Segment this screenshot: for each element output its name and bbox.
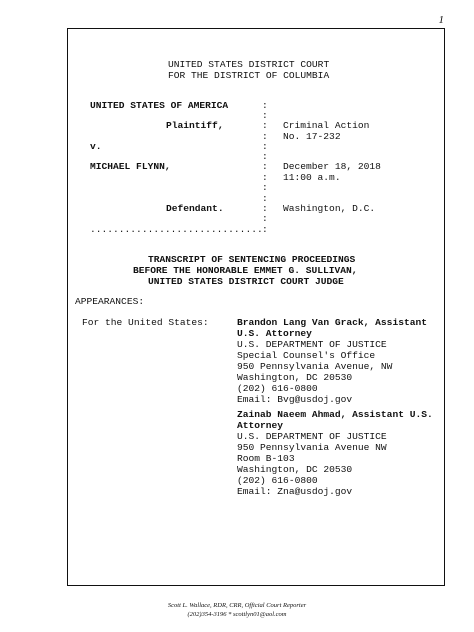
case-number: No. 17-232 <box>283 131 341 142</box>
attorney1-name: Brandon Lang Van Grack, Assistant <box>237 317 427 328</box>
appearance-party-label: For the United States: <box>82 317 209 328</box>
attorney2-email: Email: Zna@usdoj.gov <box>237 486 353 497</box>
caption-colon: : <box>262 172 268 183</box>
court-district: FOR THE DISTRICT OF COLUMBIA <box>168 70 330 81</box>
page-number: 1 <box>438 14 444 26</box>
caption-colon: : <box>262 110 268 121</box>
caption-colon: : <box>262 151 268 162</box>
page-frame <box>67 28 445 586</box>
attorney2-line: U.S. DEPARTMENT OF JUSTICE <box>237 431 387 442</box>
caption-colon: : <box>262 203 268 214</box>
caption-dots: .............................. <box>90 224 263 235</box>
caption-colon: : <box>262 213 268 224</box>
caption-colon: : <box>262 120 268 131</box>
transcript-title: TRANSCRIPT OF SENTENCING PROCEEDINGS <box>148 254 356 265</box>
attorney2-title: Attorney <box>237 420 284 431</box>
versus: v. <box>90 141 102 152</box>
attorney1-title: U.S. Attorney <box>237 328 312 339</box>
attorney1-line: (202) 616-0800 <box>237 383 318 394</box>
hearing-date: December 18, 2018 <box>283 161 381 172</box>
caption-colon: : <box>262 100 268 111</box>
caption-colon: : <box>262 131 268 142</box>
caption-colon: : <box>262 193 268 204</box>
defendant-label: Defendant. <box>166 203 224 214</box>
attorney1-line: Special Counsel's Office <box>237 350 376 361</box>
caption-colon: : <box>262 161 268 172</box>
hearing-location: Washington, D.C. <box>283 203 376 214</box>
attorney2-line: Room B-103 <box>237 453 295 464</box>
court-name: UNITED STATES DISTRICT COURT <box>168 59 330 70</box>
caption-colon: : <box>262 141 268 152</box>
defendant-name: MICHAEL FLYNN, <box>90 161 171 172</box>
transcript-judge: BEFORE THE HONORABLE EMMET G. SULLIVAN, <box>133 265 358 276</box>
attorney1-line: 950 Pennsylvania Avenue, NW <box>237 361 393 372</box>
plaintiff-name: UNITED STATES OF AMERICA <box>90 100 229 111</box>
transcript-court: UNITED STATES DISTRICT COURT JUDGE <box>148 276 344 287</box>
plaintiff-label: Plaintiff, <box>166 120 224 131</box>
attorney1-line: U.S. DEPARTMENT OF JUSTICE <box>237 339 387 350</box>
caption-colon: : <box>262 182 268 193</box>
hearing-time: 11:00 a.m. <box>283 172 341 183</box>
caption-colon-final: : <box>262 224 268 235</box>
criminal-action: Criminal Action <box>283 120 370 131</box>
attorney1-line: Washington, DC 20530 <box>237 372 353 383</box>
appearances-heading: APPEARANCES: <box>75 296 145 307</box>
attorney2-line: 950 Pennsylvania Avenue NW <box>237 442 387 453</box>
footer-reporter: Scott L. Wallace, RDR, CRR, Official Court Reporter <box>167 602 307 609</box>
attorney2-line: Washington, DC 20530 <box>237 464 353 475</box>
attorney1-email: Email: Bvg@usdoj.gov <box>237 394 353 405</box>
attorney2-name: Zainab Naeem Ahmad, Assistant U.S. <box>237 409 433 420</box>
attorney2-line: (202) 616-0800 <box>237 475 318 486</box>
footer-contact: (202)354-3196 * scottlyn01@aol.com <box>187 611 287 618</box>
